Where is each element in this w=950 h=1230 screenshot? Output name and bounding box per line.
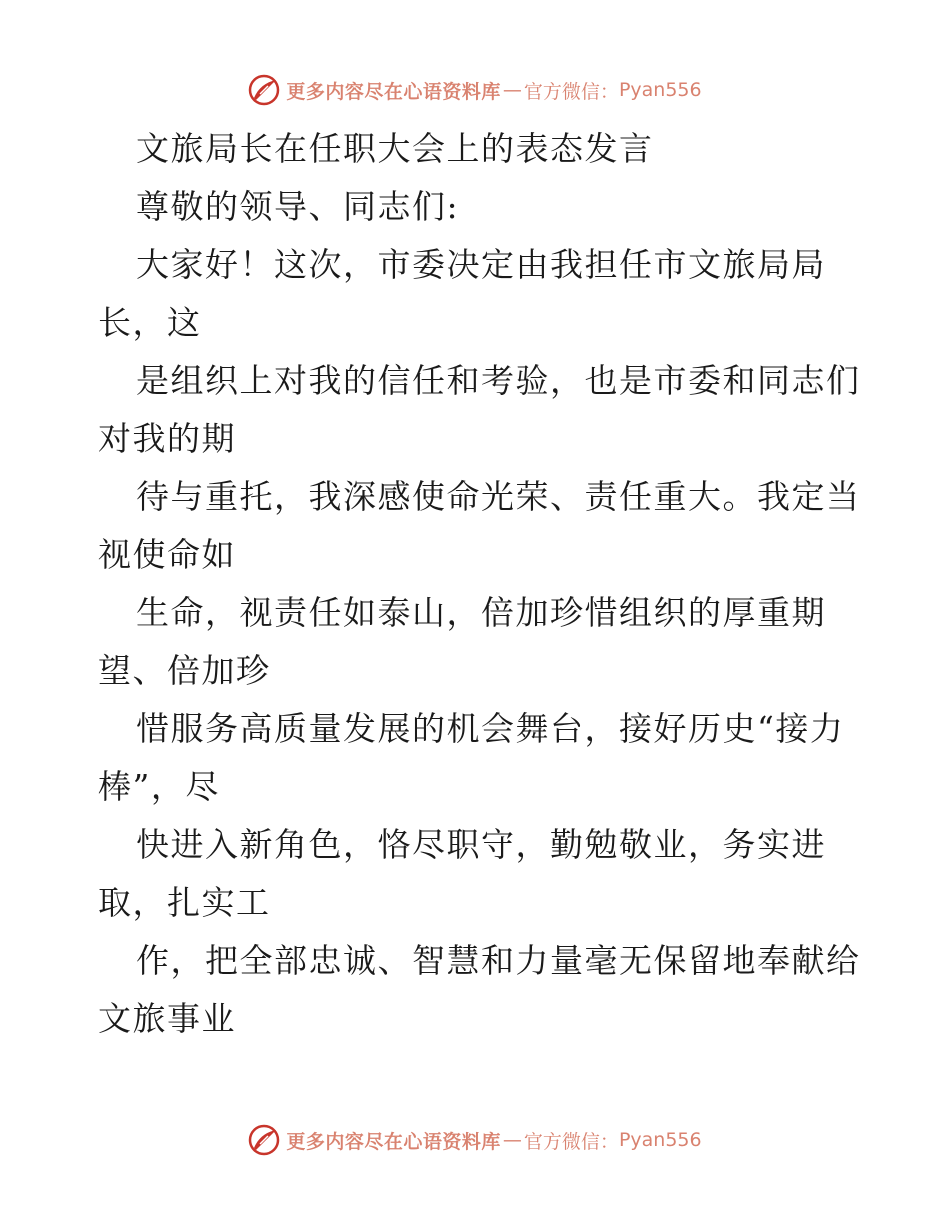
paragraph-line: 对我的期: [98, 419, 236, 458]
paragraph-line: 大家好！这次，市委决定由我担任市文旅局局: [136, 245, 826, 284]
paragraph-line: 快进入新角色，恪尽职守，勤勉敬业，务实进: [136, 825, 826, 864]
paragraph-line: 视使命如: [98, 535, 236, 574]
banner-text: 更多内容尽在心语资料库: [286, 1130, 501, 1153]
wechat-id: Pyan556: [618, 79, 702, 101]
header-banner: [0, 70, 950, 110]
paragraph-line: 棒”，尽: [98, 767, 220, 806]
paragraph-line: 望、倍加珍: [98, 651, 271, 690]
paragraph-line: 生命，视责任如泰山，倍加珍惜组织的厚重期: [136, 593, 826, 632]
paragraph-line: 取，扎实工: [98, 883, 271, 922]
pen-logo-icon: [248, 74, 280, 106]
paragraph-line: 惜服务高质量发展的机会舞台，接好历史“接力: [136, 709, 845, 748]
paragraph-line: 作，把全部忠诚、智慧和力量毫无保留地奉献给: [136, 941, 861, 980]
wechat-id: Pyan556: [618, 1129, 702, 1151]
paragraph-line: 长，这: [98, 303, 202, 342]
document-body: [98, 120, 861, 1048]
document-title: 文旅局长在任职大会上的表态发言: [136, 129, 654, 168]
paragraph-line: 文旅事业: [98, 999, 236, 1038]
salutation: 尊敬的领导、同志们:: [136, 187, 460, 226]
footer-banner: [0, 1120, 950, 1160]
wechat-label: 官方微信：: [523, 1130, 619, 1153]
banner-dash: —: [502, 79, 522, 101]
banner-dash: —: [502, 1129, 522, 1151]
paragraph-line: 待与重托，我深感使命光荣、责任重大。我定当: [136, 477, 861, 516]
pen-logo-icon: [248, 1124, 280, 1156]
banner-text: 更多内容尽在心语资料库: [286, 80, 501, 103]
paragraph-line: 是组织上对我的信任和考验，也是市委和同志们: [136, 361, 861, 400]
wechat-label: 官方微信：: [523, 80, 619, 103]
